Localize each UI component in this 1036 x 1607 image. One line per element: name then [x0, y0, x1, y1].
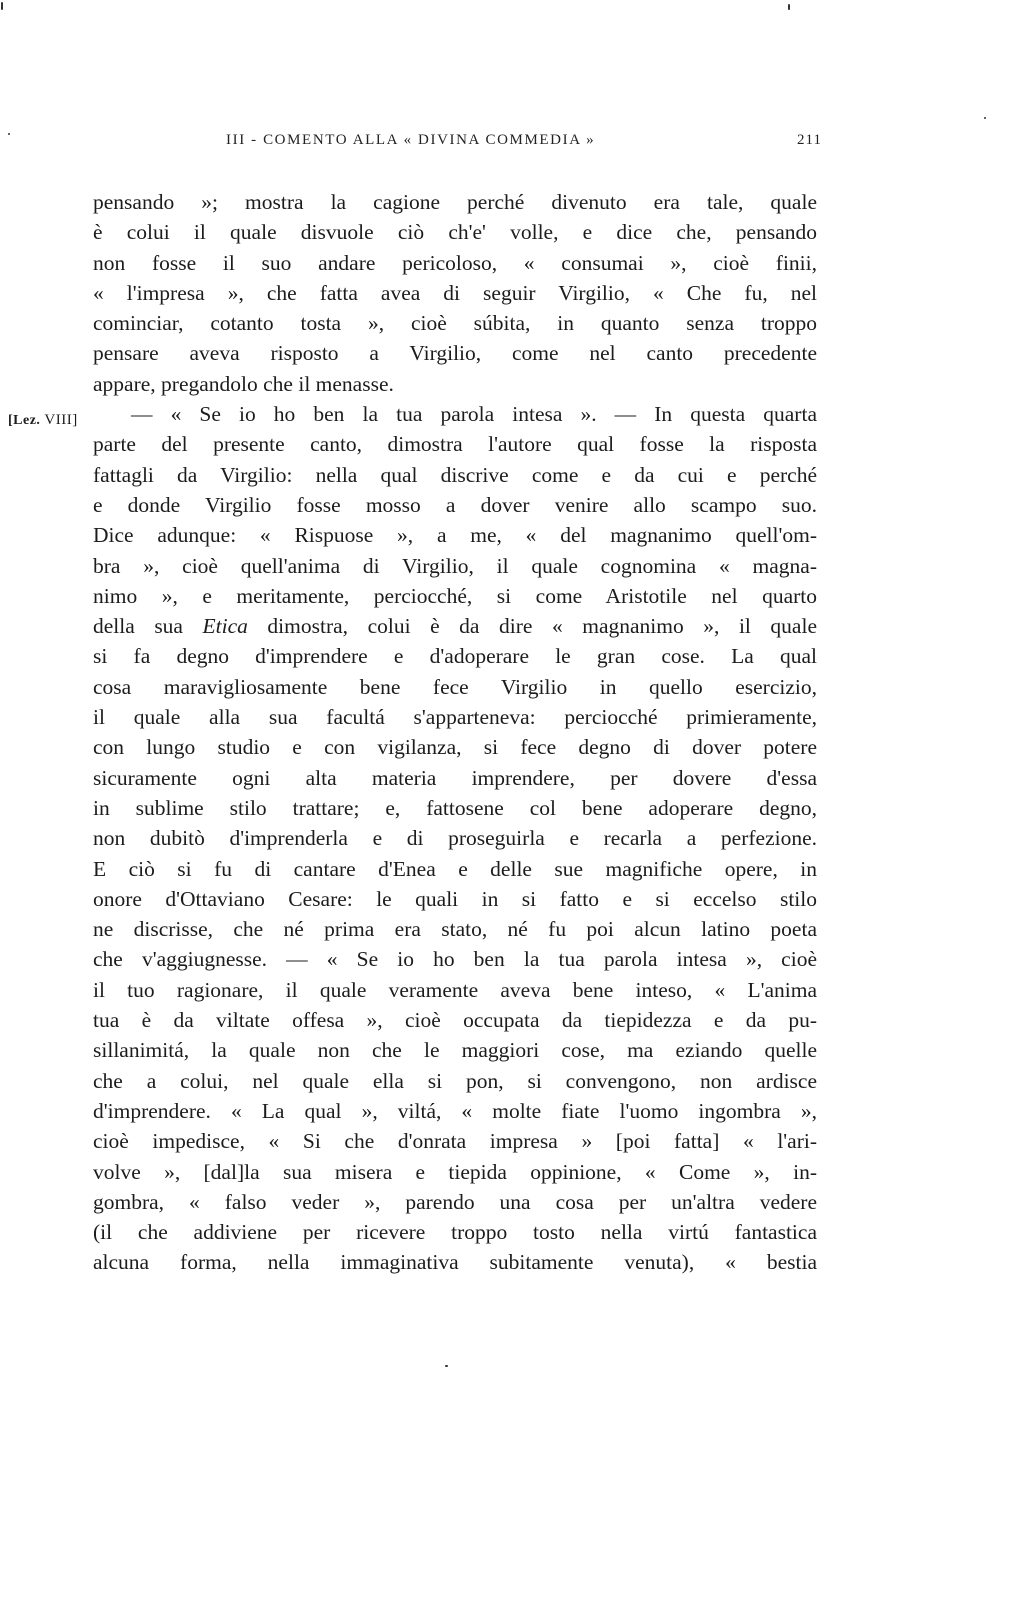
- scan-speck: [788, 4, 790, 10]
- text-line-with-italic: [93, 611, 817, 641]
- running-head: [226, 132, 822, 156]
- text-line: onore d'Ottaviano Cesare: le quali in si fatto e si eccelso stilo: [93, 886, 817, 911]
- text-line: non dubitò d'imprenderla e di proseguirla e recarla a perfezione.: [93, 826, 817, 851]
- text-line: nimo », e meritamente, perciocché, si come Aristotile nel quarto: [93, 583, 817, 608]
- text-line: gombra, « falso veder », parendo una cosa per un'altra vedere: [93, 1189, 817, 1214]
- text-line: parte del presente canto, dimostra l'autore qual fosse la risposta: [93, 432, 817, 457]
- text-line: che v'aggiugnesse. — « Se io ho ben la tua parola intesa », cioè: [93, 947, 817, 972]
- text-line: volve », [dal]la sua misera e tiepida oppinione, « Come », in-: [93, 1159, 817, 1184]
- text-line: sillanimitá, la quale non che le maggiori cose, ma eziando quelle: [93, 1038, 817, 1063]
- text-line: alcuna forma, nella immaginativa subitamente venuta), « bestia: [93, 1250, 817, 1275]
- text-line: e donde Virgilio fosse mosso a dover venire allo scampo suo.: [93, 492, 817, 517]
- text-line: con lungo studio e con vigilanza, si fece degno di dover potere: [93, 735, 817, 760]
- text-line: è colui il quale disvuole ciò ch'e' volle, e dice che, pensando: [93, 220, 817, 245]
- text-line: il tuo ragionare, il quale veramente aveva bene inteso, « L'anima: [93, 977, 817, 1002]
- text-line: (il che addiviene per ricevere troppo tosto nella virtú fantastica: [93, 1220, 817, 1245]
- text-line: si fa degno d'imprendere e d'adoperare le gran cose. La qual: [93, 644, 817, 669]
- text-line: non fosse il suo andare pericoloso, « consumai », cioè finii,: [93, 250, 817, 275]
- text-line: fattagli da Virgilio: nella qual discrive come e da cui e perché: [93, 462, 817, 487]
- text-line: che a colui, nel quale ella si pon, si convengono, non ardisce: [93, 1068, 817, 1093]
- text-line: « l'impresa », che fatta avea di seguir Virgilio, « Che fu, nel: [93, 280, 817, 305]
- body-text: [93, 187, 817, 1278]
- scan-speck: [984, 117, 986, 119]
- text-line: bra », cioè quell'anima di Virgilio, il quale cognomina « magna-: [93, 553, 817, 578]
- text-line: sicuramente ogni alta materia imprendere, per dovere d'essa: [93, 765, 817, 790]
- margin-note-prefix: [Lez.: [8, 413, 41, 428]
- text-line-paragraph-start: — « Se io ho ben la tua parola intesa ». — In questa quarta: [131, 402, 817, 427]
- text-line: il quale alla sua facultá s'apparteneva: perciocché primieramente,: [93, 705, 817, 730]
- text-line: tua è da viltate offesa », cioè occupata da tiepidezza e da pu-: [93, 1008, 817, 1033]
- text-line: cioè impedisce, « Si che d'onrata impresa » [poi fatta] « l'ari-: [93, 1129, 817, 1154]
- text-line: ne discrisse, che né prima era stato, né fu poi alcun latino poeta: [93, 917, 817, 942]
- text-line: cosa maravigliosamente bene fece Virgilio in quello esercizio,: [93, 674, 817, 699]
- text-line: cominciar, cotanto tosta », cioè súbita, in quanto senza troppo: [93, 311, 817, 336]
- text-line: pensando »; mostra la cagione perché divenuto era tale, quale: [93, 190, 817, 214]
- text-line: appare, pregandolo che il menasse.: [93, 371, 394, 396]
- text-span: della sua: [93, 614, 203, 639]
- scan-speck: [1, 2, 3, 10]
- margin-note-roman: VIII]: [40, 412, 78, 428]
- text-line: Dice adunque: « Rispuose », a me, « del magnanimo quell'om-: [93, 523, 817, 548]
- italic-title-etica: Etica: [202, 614, 248, 639]
- scan-speck: [8, 133, 10, 135]
- text-line: d'imprendere. « La qual », viltá, « molte fiate l'uomo ingombra »,: [93, 1098, 817, 1123]
- page-number: 211: [797, 132, 822, 148]
- text-line: in sublime stilo trattare; e, fattosene col bene adoperare degno,: [93, 795, 817, 820]
- lecture-margin-note: [8, 412, 78, 429]
- text-line: pensare aveva risposto a Virgilio, come nel canto precedente: [93, 341, 817, 366]
- text-line: E ciò si fu di cantare d'Enea e delle sue magnifiche opere, in: [93, 856, 817, 881]
- scan-speck: [445, 1365, 448, 1367]
- text-span: dimostra, colui è da dire « magnanimo », il quale: [247, 614, 817, 639]
- running-head-title: III - COMENTO ALLA « DIVINA COMMEDIA »: [226, 132, 596, 148]
